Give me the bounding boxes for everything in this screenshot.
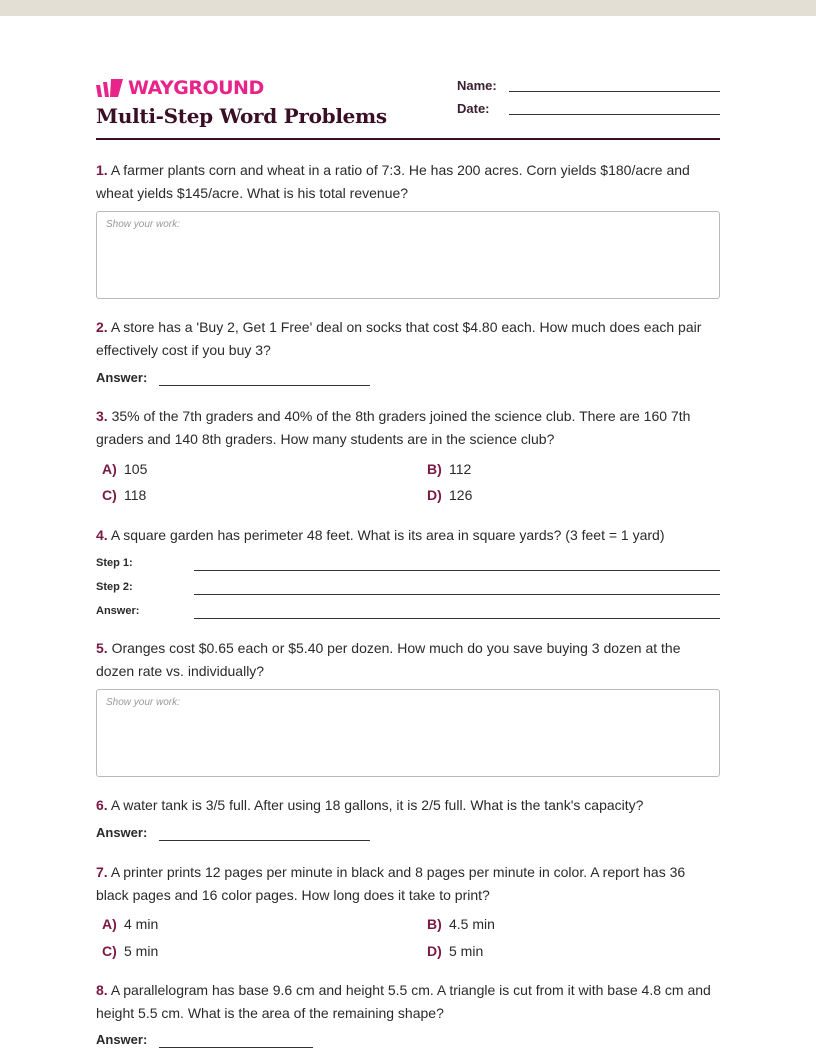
- header-divider: [96, 138, 720, 140]
- choice-a[interactable]: A) 4 min: [102, 916, 159, 932]
- question-number: 7.: [96, 864, 108, 880]
- question-number: 4.: [96, 527, 108, 543]
- date-label: Date:: [457, 101, 490, 116]
- question-number: 3.: [96, 408, 108, 424]
- work-placeholder: Show your work:: [106, 219, 180, 230]
- work-box[interactable]: [96, 689, 720, 777]
- step-1-label: Step 1:: [96, 557, 133, 569]
- question-text: A farmer plants corn and wheat in a ratio of 7:3. He has 200 acres. Corn yields $180/acre and wheat yields $145/acre. What is his total revenue?: [96, 162, 690, 201]
- work-placeholder: Show your work:: [106, 697, 180, 708]
- question-4: [96, 524, 720, 617]
- date-row: [457, 101, 720, 124]
- question-7: [96, 861, 720, 959]
- answer-field[interactable]: [159, 385, 370, 386]
- top-strip: [0, 0, 816, 16]
- work-box[interactable]: [96, 211, 720, 299]
- question-number: 2.: [96, 319, 108, 335]
- choice-a[interactable]: A) 105: [102, 461, 148, 477]
- question-number: 6.: [96, 797, 108, 813]
- question-text: A parallelogram has base 9.6 cm and height 5.5 cm. A triangle is cut from it with base 4.8 cm and height 5.5 cm. What is the area of the remaining shape?: [96, 982, 711, 1021]
- name-row: [457, 78, 720, 101]
- step-answer-field[interactable]: [194, 618, 720, 619]
- logo-text: WAYGROUND: [128, 77, 264, 99]
- question-text: Oranges cost $0.65 each or $5.40 per dozen. How much do you save buying 3 dozen at the dozen rate vs. individually?: [96, 640, 681, 679]
- answer-label: Answer:: [96, 1032, 148, 1047]
- date-field[interactable]: [509, 114, 720, 115]
- choice-d[interactable]: D) 5 min: [427, 943, 484, 959]
- question-5: [96, 637, 720, 708]
- answer-label: Answer:: [96, 370, 148, 385]
- question-number: 8.: [96, 982, 108, 998]
- choice-d[interactable]: D) 126: [427, 487, 473, 503]
- page-title: Multi-Step Word Problems: [96, 104, 387, 128]
- name-field[interactable]: [509, 91, 720, 92]
- name-label: Name:: [457, 78, 497, 93]
- question-1: [96, 159, 720, 230]
- question-8: [96, 979, 720, 1047]
- student-info: [457, 78, 720, 124]
- step-2-field[interactable]: [194, 594, 720, 595]
- question-text: A printer prints 12 pages per minute in black and 8 pages per minute in color. A report has 36 black pages and 16 color pages. How long does it take to print?: [96, 864, 686, 903]
- choice-c[interactable]: C) 118: [102, 487, 147, 503]
- question-2: [96, 316, 720, 385]
- answer-label: Answer:: [96, 825, 148, 840]
- choice-b[interactable]: B) 112: [427, 461, 472, 477]
- question-text: 35% of the 7th graders and 40% of the 8th graders joined the science club. There are 160 7th graders and 140 8th graders. How many students are in the science club?: [96, 408, 691, 447]
- question-number: 5.: [96, 640, 108, 656]
- answer-field[interactable]: [159, 1047, 313, 1048]
- answer-field[interactable]: [159, 840, 370, 841]
- question-text: A store has a 'Buy 2, Get 1 Free' deal on socks that cost $4.80 each. How much does each pair effectively cost if you buy 3?: [96, 319, 702, 358]
- question-text: A square garden has perimeter 48 feet. What is its area in square yards? (3 feet = 1 yard): [110, 527, 665, 543]
- step-answer-label: Answer:: [96, 605, 140, 617]
- question-text: A water tank is 3/5 full. After using 18 gallons, it is 2/5 full. What is the tank's capacity?: [110, 797, 644, 813]
- wayground-logo: [96, 78, 264, 98]
- choice-c[interactable]: C) 5 min: [102, 943, 159, 959]
- question-number: 1.: [96, 162, 108, 178]
- step-1-field[interactable]: [194, 570, 720, 571]
- question-6: [96, 794, 720, 840]
- choice-b[interactable]: B) 4.5 min: [427, 916, 495, 932]
- step-2-label: Step 2:: [96, 581, 133, 593]
- worksheet-header: [96, 78, 720, 138]
- question-3: [96, 405, 720, 503]
- wayground-logo-icon: [96, 79, 124, 97]
